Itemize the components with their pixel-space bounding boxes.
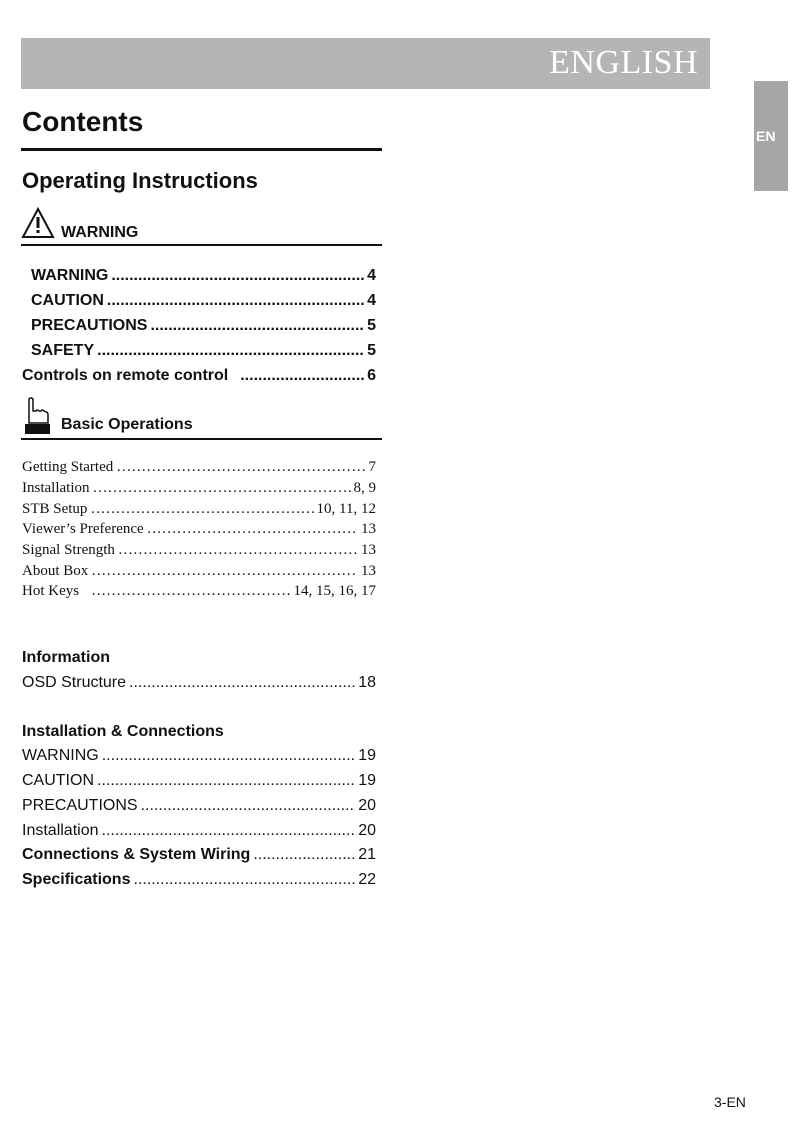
toc-entry[interactable] [31, 317, 376, 339]
toc-entry-page: 13 [361, 563, 376, 579]
toc-entry-label: Getting Started [22, 459, 114, 475]
toc-entry-label: Hot Keys [22, 583, 80, 599]
language-banner [21, 38, 710, 89]
toc-entry-page: 18 [358, 674, 376, 691]
leader-dots [253, 846, 355, 864]
toc-entry-label: WARNING [31, 267, 109, 284]
leader-dots [129, 674, 355, 692]
leader-dots [150, 317, 364, 335]
toc-entry[interactable] [31, 342, 376, 364]
warning-section-heading: WARNING [61, 224, 139, 241]
toc-entry[interactable] [22, 871, 376, 893]
toc-entry[interactable] [31, 267, 376, 289]
toc-entry[interactable] [22, 501, 376, 523]
toc-entry[interactable] [22, 772, 376, 794]
basic-operations-divider [21, 438, 382, 440]
basic-operations-heading: Basic Operations [61, 416, 193, 433]
toc-entry-page: 5 [367, 317, 376, 334]
toc-entry-page: 4 [367, 267, 376, 284]
toc-entry[interactable] [31, 292, 376, 314]
language-banner-text: ENGLISH [549, 44, 698, 81]
toc-entry[interactable] [22, 459, 376, 481]
leader-dots [107, 292, 364, 310]
toc-entry-label: WARNING [22, 747, 99, 764]
toc-entry-label: Specifications [22, 871, 131, 888]
page-title: Contents [22, 106, 144, 137]
page-number: 3-EN [714, 1094, 746, 1110]
toc-entry[interactable] [22, 563, 376, 585]
leader-dots [91, 583, 290, 600]
toc-entry[interactable] [22, 674, 376, 696]
leader-dots [116, 459, 365, 476]
toc-entry-page: 13 [361, 542, 376, 558]
warning-triangle-icon [21, 207, 55, 239]
toc-entry[interactable] [22, 846, 376, 868]
toc-entry-page: 5 [367, 342, 376, 359]
toc-entry-page: 19 [358, 772, 376, 789]
toc-entry[interactable] [22, 747, 376, 769]
toc-entry[interactable] [22, 583, 376, 605]
section-subtitle: Operating Instructions [22, 168, 258, 193]
pointing-hand-icon [24, 397, 52, 435]
toc-entry-page: 7 [368, 459, 376, 475]
toc-entry-label: SAFETY [31, 342, 95, 359]
side-language-tab-text: EN [756, 128, 776, 144]
toc-entry-page: 21 [358, 846, 376, 863]
toc-entry-page: 22 [358, 871, 376, 888]
toc-entry-remote-control[interactable] [22, 367, 376, 389]
toc-entry[interactable] [22, 822, 376, 844]
toc-entry-label: PRECAUTIONS [22, 797, 138, 814]
toc-entry[interactable] [22, 542, 376, 564]
toc-entry-page: 4 [367, 292, 376, 309]
leader-dots [93, 480, 351, 497]
toc-entry-page: 6 [367, 367, 376, 384]
toc-entry-page: 19 [358, 747, 376, 764]
leader-dots [240, 367, 364, 385]
toc-entry-label: Connections & System Wiring [22, 846, 251, 863]
toc-entry-page: 20 [358, 797, 376, 814]
toc-entry-label: CAUTION [22, 772, 94, 789]
installation-connections-heading: Installation & Connections [22, 723, 224, 740]
toc-entry-label: CAUTION [31, 292, 104, 309]
toc-entry-page: 8, 9 [353, 480, 376, 496]
leader-dots [147, 521, 358, 538]
toc-entry-page: 13 [361, 521, 376, 537]
side-language-tab [754, 81, 788, 191]
toc-entry-label: Installation [22, 480, 90, 496]
leader-dots [102, 747, 355, 765]
information-heading: Information [22, 649, 110, 666]
toc-entry-label: STB Setup [22, 501, 88, 517]
title-divider [21, 148, 382, 151]
toc-entry[interactable] [22, 480, 376, 502]
toc-entry-page: 20 [358, 822, 376, 839]
toc-entry-label: Viewer’s Preference [22, 521, 144, 537]
toc-entry-page: 10, 11, 12 [316, 501, 376, 517]
toc-entry-label: PRECAUTIONS [31, 317, 148, 334]
leader-dots [133, 871, 355, 889]
leader-dots [118, 542, 358, 559]
toc-entry-label: OSD Structure [22, 674, 127, 691]
toc-entry-page: 14, 15, 16, 17 [293, 583, 376, 599]
leader-dots [97, 772, 355, 790]
leader-dots [141, 797, 356, 815]
leader-dots [97, 342, 364, 360]
toc-entry[interactable] [22, 521, 376, 543]
leader-dots [91, 563, 358, 580]
leader-dots [102, 822, 356, 840]
toc-entry[interactable] [22, 797, 376, 819]
toc-entry-label: About Box [22, 563, 89, 579]
leader-dots [111, 267, 364, 285]
toc-entry-label: Signal Strength [22, 542, 115, 558]
leader-dots [90, 501, 313, 518]
toc-entry-label: Installation [22, 822, 99, 839]
warning-section-divider [21, 244, 382, 246]
toc-entry-label: Controls on remote control [22, 367, 229, 384]
